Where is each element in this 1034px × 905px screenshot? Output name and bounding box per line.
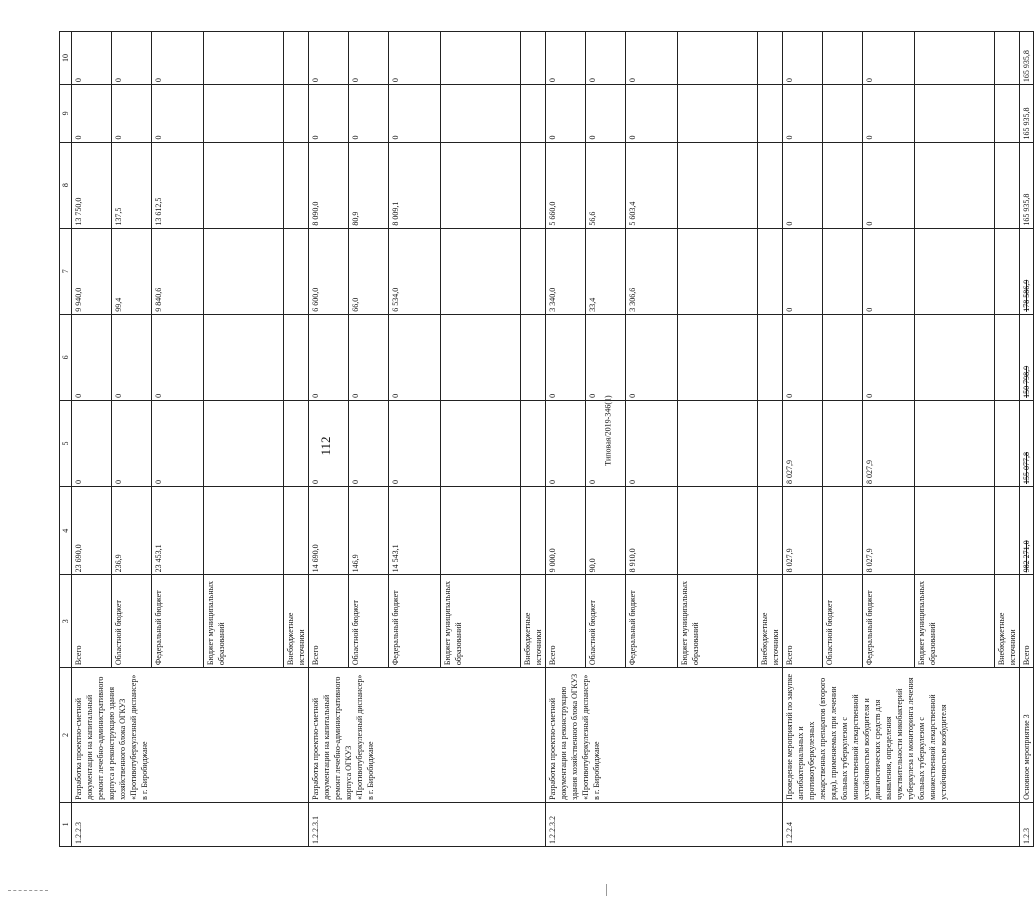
amount-cell: 0: [863, 314, 915, 400]
amount-cell: [823, 32, 863, 85]
amount-cell: 0: [626, 314, 678, 400]
amount-cell: [678, 228, 758, 314]
amount-cell: 8 090,0: [309, 142, 349, 228]
funding-source: Федеральный бюджет: [389, 575, 441, 668]
amount-cell: 0: [783, 228, 823, 314]
funding-source: Бюджет муниципальных образований: [678, 575, 758, 668]
amount-cell: 3 340,0: [546, 228, 586, 314]
amount-cell: [915, 85, 995, 142]
header-cell: 8: [60, 142, 72, 228]
amount-cell: [521, 85, 546, 142]
amount-cell: 0: [546, 314, 586, 400]
amount-cell: [995, 142, 1020, 228]
amount-cell: [823, 85, 863, 142]
amount-cell: 0: [309, 400, 349, 486]
amount-cell: 0: [152, 314, 204, 400]
amount-cell: [441, 400, 521, 486]
funding-source: Федеральный бюджет: [152, 575, 204, 668]
amount-cell: 90,0: [586, 487, 626, 575]
amount-cell: 80,9: [349, 142, 389, 228]
amount-cell: 165 935,8: [1020, 32, 1034, 85]
amount-cell: [758, 400, 783, 486]
header-cell: 9: [60, 85, 72, 142]
amount-cell: [678, 314, 758, 400]
amount-cell: 0: [389, 400, 441, 486]
amount-cell: [823, 228, 863, 314]
amount-cell: 0: [72, 32, 112, 85]
funding-source: Бюджет муниципальных образований: [441, 575, 521, 668]
amount-cell: [521, 314, 546, 400]
amount-cell: [678, 85, 758, 142]
row-code: 1.2.2.3: [72, 802, 309, 846]
amount-cell: 0: [586, 32, 626, 85]
funding-source: Внебюджетные источники: [284, 575, 309, 668]
document-stamp: Типовая/2019-346(1): [603, 395, 613, 466]
amount-cell: [441, 142, 521, 228]
amount-cell: 8 910,0: [626, 487, 678, 575]
amount-cell: [915, 228, 995, 314]
amount-cell: 0: [389, 85, 441, 142]
amount-cell: 0: [586, 400, 626, 486]
amount-cell: 982 271,0: [1020, 487, 1034, 575]
amount-cell: [204, 228, 284, 314]
amount-cell: [823, 142, 863, 228]
amount-cell: 0: [389, 32, 441, 85]
amount-cell: 0: [626, 85, 678, 142]
amount-cell: [204, 85, 284, 142]
amount-cell: [915, 32, 995, 85]
amount-cell: 9 000,0: [546, 487, 586, 575]
header-cell: 10: [60, 32, 72, 85]
funding-source: Внебюджетные источники: [995, 575, 1020, 668]
row-name: Разработка проектно-сметной документации на капитальный ремонт лечебно-административного корпуса ОГКУЗ «Противотуберкулезный диспансер» в г. Биробиджане: [309, 668, 546, 803]
funding-source: Внебюджетные источники: [521, 575, 546, 668]
budget-table: [59, 31, 1034, 847]
amount-cell: [204, 487, 284, 575]
amount-cell: 0: [112, 85, 152, 142]
amount-cell: [284, 487, 309, 575]
amount-cell: [823, 314, 863, 400]
amount-cell: [915, 487, 995, 575]
amount-cell: [995, 487, 1020, 575]
amount-cell: [995, 85, 1020, 142]
amount-cell: [758, 487, 783, 575]
amount-cell: [758, 32, 783, 85]
page-number: 112: [318, 436, 333, 456]
funding-source: Областной бюджет: [823, 575, 863, 668]
amount-cell: 0: [546, 32, 586, 85]
amount-cell: 8 009,1: [389, 142, 441, 228]
funding-source: Всего: [783, 575, 823, 668]
amount-cell: 3 306,6: [626, 228, 678, 314]
amount-cell: 0: [783, 32, 823, 85]
row-name: Проведение мероприятий по закупке антибактериальных и противотуберкулезных лекарственных препаратов (второго ряда), применяемых при лечении больных туберкулезом с множественной лекарственной устойчивостью возбудителя и диагностических средств для выявления, определения чувствительности микобактерий туберкулеза и мониторинга лечения больных туберкулезом с множественной лекарственной устойчивостью возбудителя: [783, 668, 1020, 803]
amount-cell: 0: [72, 85, 112, 142]
row-code: 1.2.3: [1020, 802, 1034, 846]
amount-cell: 23 690,0: [72, 487, 112, 575]
amount-cell: [441, 32, 521, 85]
row-name: Основное мероприятие 3: [1020, 668, 1034, 803]
amount-cell: [441, 314, 521, 400]
amount-cell: [915, 142, 995, 228]
amount-cell: 0: [112, 314, 152, 400]
amount-cell: 0: [546, 400, 586, 486]
amount-cell: 0: [626, 400, 678, 486]
amount-cell: 13 612,5: [152, 142, 204, 228]
amount-cell: [678, 32, 758, 85]
amount-cell: 0: [152, 400, 204, 486]
amount-cell: [204, 142, 284, 228]
amount-cell: [521, 142, 546, 228]
amount-cell: 0: [349, 400, 389, 486]
amount-cell: 0: [783, 314, 823, 400]
amount-cell: 8 027,9: [783, 487, 823, 575]
amount-cell: 0: [389, 314, 441, 400]
amount-cell: 0: [783, 142, 823, 228]
table-body: [72, 32, 1034, 847]
funding-source: Всего: [546, 575, 586, 668]
amount-cell: 6 534,0: [389, 228, 441, 314]
amount-cell: 9 940,0: [72, 228, 112, 314]
amount-cell: 66,0: [349, 228, 389, 314]
amount-cell: [758, 142, 783, 228]
amount-cell: [204, 400, 284, 486]
amount-cell: 0: [863, 85, 915, 142]
amount-cell: [284, 142, 309, 228]
table-row: [309, 32, 349, 847]
header-cell: 6: [60, 314, 72, 400]
scan-edge-tick: [606, 884, 607, 896]
amount-cell: [678, 400, 758, 486]
funding-source: Внебюджетные источники: [758, 575, 783, 668]
funding-source: Областной бюджет: [349, 575, 389, 668]
amount-cell: [284, 32, 309, 85]
amount-cell: 8 027,9: [863, 400, 915, 486]
amount-cell: 165 935,8: [1020, 85, 1034, 142]
row-name: Разработка проектно-сметной документации на реконструкцию здания хозяйственного блока ОГКУЗ «Противотуберкулезный диспансер» в г. Биробиджане: [546, 668, 783, 803]
amount-cell: 0: [112, 32, 152, 85]
amount-cell: 0: [152, 85, 204, 142]
amount-cell: [915, 314, 995, 400]
amount-cell: [441, 85, 521, 142]
header-cell: 4: [60, 487, 72, 575]
amount-cell: 146,9: [349, 487, 389, 575]
funding-source: Федеральный бюджет: [626, 575, 678, 668]
amount-cell: [441, 487, 521, 575]
funding-source: Областной бюджет: [586, 575, 626, 668]
amount-cell: 5 603,4: [626, 142, 678, 228]
table-row: [72, 32, 112, 847]
amount-cell: 9 840,6: [152, 228, 204, 314]
amount-cell: 150 798,9: [1020, 314, 1034, 400]
amount-cell: 33,4: [586, 228, 626, 314]
amount-cell: 0: [309, 314, 349, 400]
funding-source: Областной бюджет: [112, 575, 152, 668]
amount-cell: [284, 228, 309, 314]
amount-cell: [995, 314, 1020, 400]
row-name: Разработка проектно-сметной документации на капитальный ремонт лечебно-административного корпуса и реконструкцию здания хозяйственного блока ОГКУЗ «Противотуберкулезный диспансер» в г. Биробиджане: [72, 668, 309, 803]
amount-cell: [995, 32, 1020, 85]
amount-cell: 0: [546, 85, 586, 142]
amount-cell: 14 543,1: [389, 487, 441, 575]
amount-cell: [204, 314, 284, 400]
amount-cell: 56,6: [586, 142, 626, 228]
amount-cell: 0: [72, 400, 112, 486]
amount-cell: [678, 487, 758, 575]
header-cell: 1: [60, 802, 72, 846]
row-code: 1.2.2.3.1: [309, 802, 546, 846]
amount-cell: 14 690,0: [309, 487, 349, 575]
amount-cell: 236,9: [112, 487, 152, 575]
amount-cell: [823, 487, 863, 575]
amount-cell: [915, 400, 995, 486]
funding-source: Бюджет муниципальных образований: [915, 575, 995, 668]
amount-cell: 0: [783, 85, 823, 142]
amount-cell: 0: [586, 85, 626, 142]
amount-cell: 0: [863, 228, 915, 314]
header-cell: 5: [60, 400, 72, 486]
amount-cell: 0: [626, 32, 678, 85]
amount-cell: [521, 487, 546, 575]
amount-cell: [758, 228, 783, 314]
amount-cell: 5 660,0: [546, 142, 586, 228]
amount-cell: [521, 400, 546, 486]
funding-source: Всего: [309, 575, 349, 668]
amount-cell: [204, 32, 284, 85]
amount-cell: 165 935,8: [1020, 142, 1034, 228]
amount-cell: 6 600,0: [309, 228, 349, 314]
amount-cell: 155 077,8: [1020, 400, 1034, 486]
funding-source: Всего: [72, 575, 112, 668]
amount-cell: 178 586,9: [1020, 228, 1034, 314]
header-cell: 7: [60, 228, 72, 314]
table-row: [783, 32, 823, 847]
amount-cell: 0: [863, 32, 915, 85]
amount-cell: 137,5: [112, 142, 152, 228]
amount-cell: [758, 314, 783, 400]
header-cell: 2: [60, 668, 72, 803]
amount-cell: [995, 400, 1020, 486]
amount-cell: [441, 228, 521, 314]
header-cell: 3: [60, 575, 72, 668]
table-row: [546, 32, 586, 847]
amount-cell: [823, 400, 863, 486]
amount-cell: 0: [152, 32, 204, 85]
header-row: [60, 32, 72, 847]
amount-cell: 8 027,9: [783, 400, 823, 486]
amount-cell: [678, 142, 758, 228]
amount-cell: [758, 85, 783, 142]
funding-source: Всего: [1020, 575, 1034, 668]
amount-cell: 8 027,9: [863, 487, 915, 575]
amount-cell: 0: [349, 314, 389, 400]
table-row-main-activity: [1020, 32, 1034, 847]
amount-cell: 0: [309, 85, 349, 142]
funding-source: Федеральный бюджет: [863, 575, 915, 668]
amount-cell: 0: [863, 142, 915, 228]
amount-cell: 0: [349, 32, 389, 85]
amount-cell: 0: [349, 85, 389, 142]
amount-cell: [284, 400, 309, 486]
amount-cell: [521, 228, 546, 314]
amount-cell: 0: [586, 314, 626, 400]
scan-edge-mark: [8, 890, 48, 893]
row-code: 1.2.2.4: [783, 802, 1020, 846]
amount-cell: 23 453,1: [152, 487, 204, 575]
amount-cell: 0: [112, 400, 152, 486]
amount-cell: [284, 85, 309, 142]
amount-cell: 0: [72, 314, 112, 400]
amount-cell: 13 750,0: [72, 142, 112, 228]
row-code: 1.2.2.3.2: [546, 802, 783, 846]
amount-cell: 0: [309, 32, 349, 85]
amount-cell: [521, 32, 546, 85]
funding-source: Бюджет муниципальных образований: [204, 575, 284, 668]
amount-cell: [995, 228, 1020, 314]
amount-cell: [284, 314, 309, 400]
amount-cell: 99,4: [112, 228, 152, 314]
